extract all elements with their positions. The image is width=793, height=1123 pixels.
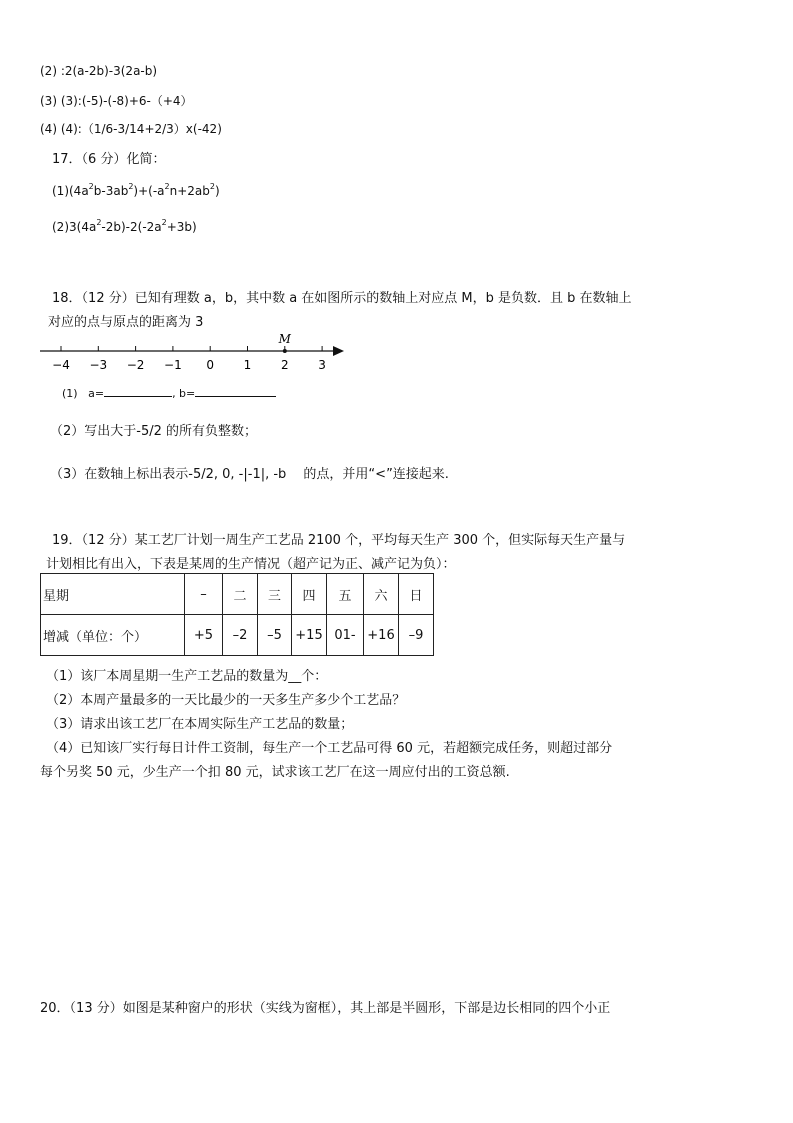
day-cell: 五 [327,574,364,615]
day-cell: 三 [258,574,292,615]
table-row-label-change: 增减（单位：个） [41,615,185,656]
axis-tick-label: 3 [318,358,326,372]
axis-tick-label: −4 [52,358,70,372]
blank-b[interactable] [195,384,276,397]
day-cell: 四 [292,574,327,615]
day-cell: 六 [364,574,399,615]
q19-text-line-1: 19．（12 分）某工艺厂计划一周生产工艺品 2100 个，平均每天生产 300 个，但实际每天生产量与 [52,533,626,548]
q20-text-line-1: 20．（13 分）如图是某种窗户的形状（实线为窗框），其上部是半圆形，下部是边长相同的四个小正 [40,1001,611,1016]
q17-item-1: $(1)(4a^2b-3ab^2)+(-a^2n+2ab^2)$ [52,182,220,198]
blank-a[interactable] [104,384,172,397]
q19-sub-4-line-1: （4）已知该厂实行每日计件工资制，每生产一个工艺品可得 60 元，若超额完成任务，则超过部分 [46,741,613,756]
table-row [41,574,434,615]
value-cell: +16 [364,615,399,656]
q18-text-line-1: 18．（12 分）已知有理数 a，b，其中数 a 在如图所示的数轴上对应点 M，b 是负数．且 b 在数轴上 [52,291,632,306]
q18-sub-3: （3）在数轴上标出表示-5/2, 0, -|-1|, -b 的点，并用“<”连接起来. [50,467,449,482]
calc-item-3: (3) (3):(-5)-(-8)+6-（+4） [40,94,193,108]
value-cell: –2 [223,615,258,656]
number-line-arrow [333,346,344,356]
q17-item-2: $(2)3(4a^2-2b)-2(-2a^2+3b)$ [52,218,197,234]
q18-sub-2: （2）写出大于-5/2 的所有负整数； [50,424,258,439]
day-cell: 二 [223,574,258,615]
production-table [40,573,434,656]
q19-sub-3: （3）请求出该工艺厂在本周实际生产工艺品的数量； [46,717,354,732]
calc-item-4: (4) (4):（1/6-3/14+2/3）x(-42) [40,122,222,136]
q19-text-line-2: 计划相比有出入，下表是某周的生产情况（超产记为正、减产记为负）： [46,557,456,572]
value-cell: +5 [185,615,223,656]
axis-tick-label: −2 [126,358,145,372]
point-m-marker [283,349,287,353]
q17-title: 17．（6 分）化简： [52,152,166,167]
value-cell: 01- [327,615,364,656]
q18-text-line-2: 对应的点与原点的距离为 3 [48,315,204,330]
calc-item-2: (2) :2(a-2b)-3(2a-b) [40,64,158,78]
axis-tick-label: 0 [206,358,215,372]
table-row [41,615,434,656]
axis-tick-label: 2 [280,358,289,372]
value-cell: +15 [292,615,327,656]
table-row-label-day: 星期 [41,574,185,615]
value-cell: –5 [258,615,292,656]
q19-sub-1: （1）该厂本周星期一生产工艺品的数量为__个： [46,669,328,684]
q19-sub-4-line-2: 每个另奖 50 元，少生产一个扣 80 元，试求该工艺厂在这一周应付出的工资总额. [40,765,510,780]
axis-tick-label: 1 [243,358,252,372]
day-cell: 日 [399,574,434,615]
value-cell: –9 [399,615,434,656]
q19-sub-2: （2）本周产量最多的一天比最少的一天多生产多少个工艺品？ [46,693,406,708]
day-cell: – [185,574,223,615]
q18-sub-1: (1) a= , b= [62,384,276,400]
axis-tick-label: −1 [164,358,182,372]
point-m-label: M [278,332,291,346]
axis-tick-label: −3 [89,358,108,372]
